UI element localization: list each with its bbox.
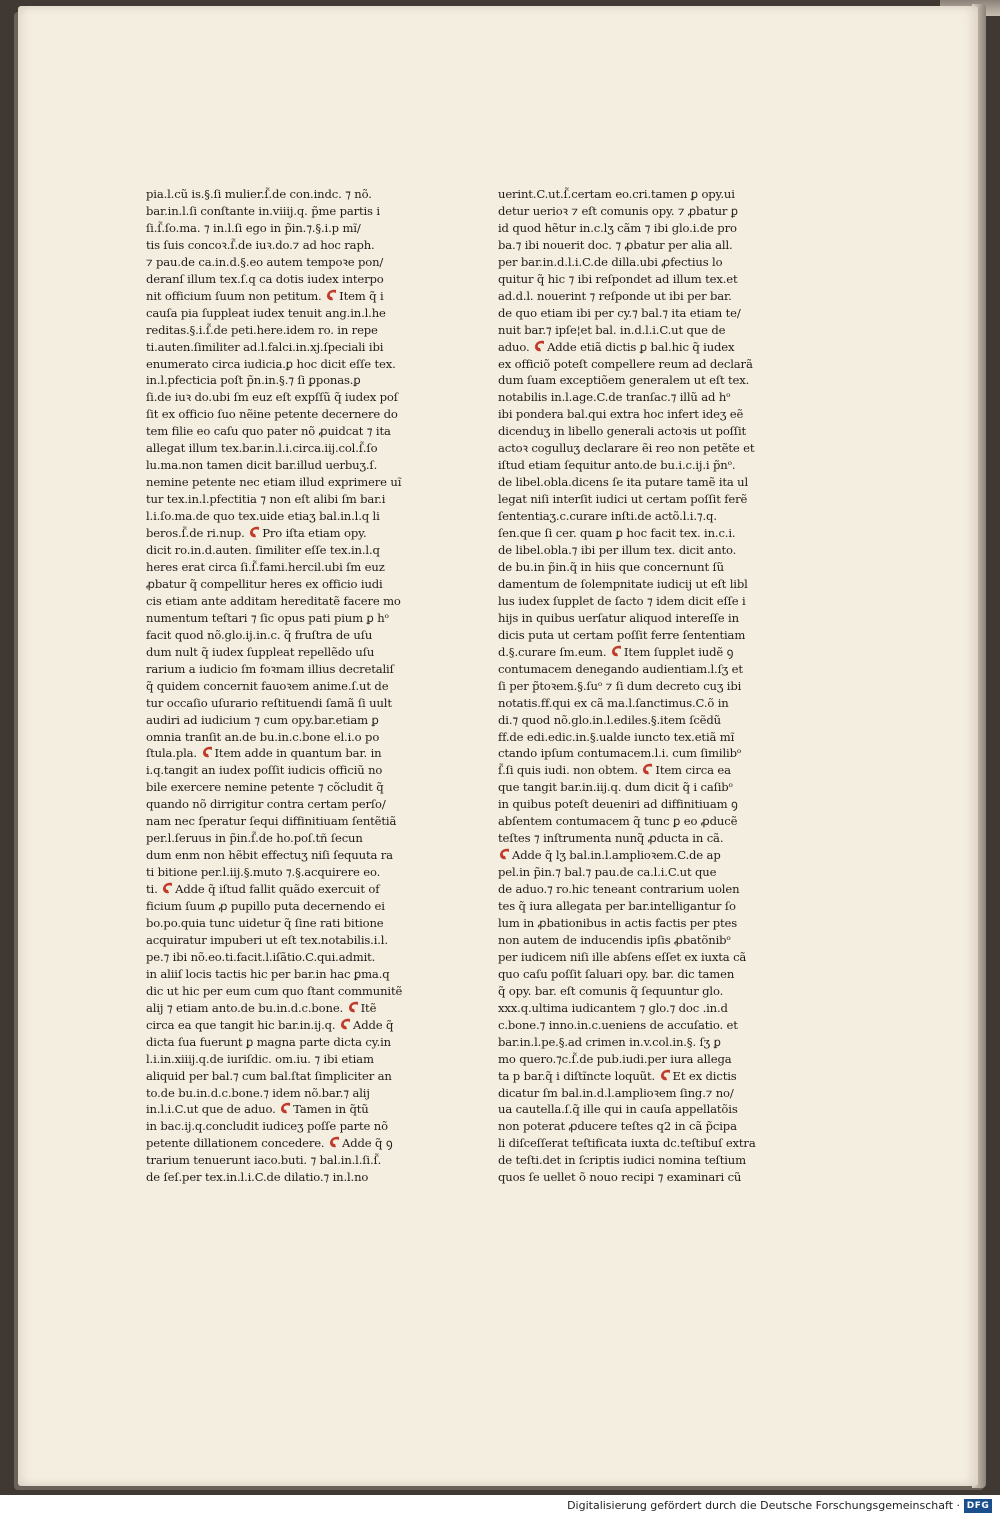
text-line: ſ̃.ſi quis iudi. non obtem. Item circa ea bbox=[498, 763, 731, 778]
text-line: pe.⁊ ibi nõ.eo.ti.facit.l.iſãtio.C.qui.admit. bbox=[146, 949, 376, 964]
text-line: per bar.in.d.l.i.C.de dilla.ubi ꝓfectius lo bbox=[498, 254, 723, 269]
rubric-paragraph-mark-icon bbox=[659, 1068, 673, 1082]
text-line: dum nult q̃ iudex ſuppleat repellẽdo uſu bbox=[146, 644, 375, 659]
rubric-paragraph-mark-icon bbox=[498, 847, 512, 861]
text-line: ꝓbatur q̃ compellitur heres ex officio iudi bbox=[146, 576, 383, 591]
text-line: de bu.in p̃in.q̃ in hiis que concernunt ſũ bbox=[498, 559, 724, 574]
text-line: uerint.C.ut.ſ̃.certam eo.cri.tamen ꝑ opy.ui bbox=[498, 187, 735, 201]
text-line: nam nec ſperatur ſequi diffinitiuam ſentẽtiã bbox=[146, 814, 397, 829]
text-line: li diſceſſerat teſtificata iuxta dc.teſtibuſ extra bbox=[498, 1136, 756, 1151]
text-line: bile exercere nemine petente ⁊ cõcludit q̃ bbox=[146, 780, 384, 795]
text-line: omnia tranſit an.de bu.in.c.bone el.i.o po bbox=[146, 729, 380, 744]
text-line: ti.auten.ſimiliter ad.l.falci.in.xj.ſpeciali ibi bbox=[146, 339, 384, 354]
text-line: lum in ꝓbationibus in actis factis per ptes bbox=[498, 915, 737, 930]
text-line: pel.in p̃in.⁊ bal.⁊ pau.de ca.l.i.C.ut que bbox=[498, 865, 717, 880]
text-line: nuit bar.⁊ ipſe¦et bal. in.d.l.i.C.ut que de bbox=[498, 322, 726, 337]
text-line: dum ſuam exceptiõem generalem ut eſt tex. bbox=[498, 373, 750, 388]
text-line: in bac.ij.q.concludit iudiceʒ poſſe parte nõ bbox=[146, 1119, 388, 1134]
text-line: d.§.curare ſm.eum. Item ſupplet iudẽ ꝯ bbox=[498, 644, 734, 659]
text-line: de quo etiam ibi per cy.⁊ bal.⁊ ita etiam te/ bbox=[498, 305, 741, 320]
text-line: trarium tenuerunt iaco.buti. ⁊ bal.in.l.ſi.ſ̃. bbox=[146, 1153, 382, 1168]
text-line: ba.⁊ ibi nouerit doc. ⁊ ꝓbatur per alia all. bbox=[498, 237, 733, 252]
text-line: allegat illum tex.bar.in.l.i.circa.iij.col.ſ̃.ſo bbox=[146, 441, 378, 456]
text-line: lu.ma.non tamen dicit bar.illud uerbuʒ.ſ. bbox=[146, 458, 378, 473]
rubric-paragraph-mark-icon bbox=[610, 644, 624, 658]
footer-credit-text: Digitalisierung gefördert durch die Deutsche Forschungsgemeinschaft · bbox=[567, 1499, 960, 1512]
text-line: teſtes ⁊ inſtrumenta nunq̃ ꝓducta in cã. bbox=[498, 831, 724, 846]
text-line: id quod hẽtur in.c.lʒ cãm ⁊ ibi glo.i.de pro bbox=[498, 220, 737, 235]
right-text-column bbox=[498, 186, 756, 1186]
text-line: in.l.pfecticia poſt p̃n.in.§.⁊ ſi ꝑponas.ꝑ bbox=[146, 373, 361, 388]
text-line: quando nõ dirrigitur contra certam perſo/ bbox=[146, 797, 386, 812]
text-line: acquiratur impuberi ut eſt tex.notabilis.i.l. bbox=[146, 932, 388, 947]
text-line: deranſ illum tex.ſ.q ca dotis iudex interpo bbox=[146, 271, 384, 286]
text-line: de ſeſ.per tex.in.l.i.C.de dilatio.⁊ in.l.no bbox=[146, 1170, 369, 1185]
text-line: rarium a iudicio ſm foꝛmam illius decretaliſ bbox=[146, 661, 394, 676]
text-line: dic ut hic per eum cum quo ſtant communitẽ bbox=[146, 983, 403, 998]
text-line: Adde q̃ lʒ bal.in.l.amplioꝛem.C.de ap bbox=[498, 847, 740, 864]
text-line: reditas.§.i.ſ̃.de peti.here.idem ro. in repe bbox=[146, 322, 378, 337]
text-line: l.i.ſo.ma.de quo tex.uide etiaʒ bal.in.l.q li bbox=[146, 509, 380, 524]
text-line: bo.po.quia tunc uidetur q̃ ſine rati bitione bbox=[146, 915, 384, 930]
rubric-paragraph-mark-icon bbox=[328, 1135, 342, 1149]
text-line: tur occaſio uſurario reſtituendi ſamã ſi uult bbox=[146, 695, 392, 710]
text-line: in.l.i.C.ut que de aduo. Tamen in q̃tũ bbox=[146, 1102, 369, 1117]
text-line: numentum teſtari ⁊ ſic opus pati pium ꝑ hᵒ bbox=[146, 610, 389, 625]
rubric-paragraph-mark-icon bbox=[201, 745, 215, 759]
text-line: ti bitione per.l.iij.§.muto ⁊.§.acquirere eo. bbox=[146, 865, 381, 880]
text-line: quos ſe uellet õ nouo recipi ⁊ examinari cũ bbox=[498, 1170, 742, 1185]
text-line: non autem de inducendis ipſis ꝓbatõnibᵒ bbox=[498, 932, 731, 947]
text-line: tis ſuis concoꝛ.ſ̃.de iuꝛ.do.⁊ ad hoc raph. bbox=[146, 237, 375, 252]
text-line: alij ⁊ etiam anto.de bu.in.d.c.bone. Itẽ bbox=[146, 1000, 377, 1015]
text-line: notatis.ff.qui ex cã ma.l.ſanctimus.C.õ in bbox=[498, 695, 729, 710]
text-line: in quibus poteſt deueniri ad diffinitiuam ꝯ bbox=[498, 797, 738, 812]
text-line: circa ea que tangit hic bar.in.ij.q. Adde q̃ bbox=[146, 1017, 394, 1032]
text-line: ſit ex officio ſuo nẽine petente decernere do bbox=[146, 407, 398, 422]
text-line: legat niſi interſit iudici ut certam poſſit ferẽ bbox=[498, 492, 748, 507]
text-line: beros.ſ̃.de ri.nup. Pro iſta etiam opy. bbox=[146, 526, 367, 541]
text-line: que tangit bar.in.iij.q. dum dicit q̃ i caſibᵒ bbox=[498, 780, 733, 795]
text-line: per.l.ſeruus in p̃in.ſ̃.de ho.poſ.tñ ſecun bbox=[146, 831, 363, 846]
text-line: ficium ſuum ꝓ pupillo puta decernendo ei bbox=[146, 899, 385, 914]
text-line: q̃ opy. bar. eſt comunis q̃ ſequuntur glo. bbox=[498, 983, 724, 998]
text-line: heres erat circa ſi.ſ̃.fami.hercil.ubi ſm euz bbox=[146, 559, 385, 574]
rubric-paragraph-mark-icon bbox=[248, 525, 262, 539]
dfg-logo: DFG bbox=[964, 1499, 992, 1513]
text-line: mo quero.⁊c.ſ̃.de pub.iudi.per iura allega bbox=[498, 1051, 732, 1066]
text-line: pia.l.cũ is.§.ſi mulier.ſ̃.de con.indc. ⁊ nõ. bbox=[146, 187, 372, 201]
text-line: cauſa pia ſuppleat iudex tenuit ang.in.l.he bbox=[146, 305, 386, 320]
rubric-paragraph-mark-icon bbox=[325, 288, 339, 302]
text-line: ibi pondera bal.qui extra hoc infert ideʒ eẽ bbox=[498, 407, 744, 422]
text-line: c.bone.⁊ inno.in.c.ueniens de accuſatio. et bbox=[498, 1017, 738, 1032]
text-line: q̃ quidem concernit fauoꝛem anime.ſ.ut de bbox=[146, 678, 389, 693]
text-line: de teſti.det in ſcriptis iudici nomina teſtium bbox=[498, 1153, 746, 1168]
text-line: dicenduʒ in libello generali actoꝛis ut poſſit bbox=[498, 424, 747, 439]
text-line: bar.in.l.pe.§.ad crimen in.v.col.in.§. ſʒ ꝑ bbox=[498, 1034, 721, 1049]
text-line: notabilis in.l.age.C.de tranſac.⁊ illũ ad hᵒ bbox=[498, 390, 731, 405]
text-line: per iudicem niſi ille abſens eſſet ex iuxta cã bbox=[498, 949, 747, 964]
text-line: ſtula.pla. Item adde in quantum bar. in bbox=[146, 746, 382, 761]
text-line: ſi.de iuꝛ do.ubi ſm euz eſt expſſũ q̃ iudex poſ bbox=[146, 390, 398, 405]
text-line: nit officium ſuum non petitum. Item q̃ i bbox=[146, 288, 384, 303]
text-line: lus iudex ſupplet de ſacto ⁊ idem dicit eſſe i bbox=[498, 593, 746, 608]
text-line: ctando ipſum contumacem.l.i. cum ſimilibᵒ bbox=[498, 746, 742, 761]
text-line: ſi per p̃toꝛem.§.ſuᵒ ⁊ ſi dum decreto cuʒ ibi bbox=[498, 678, 742, 693]
text-line: ex officiõ poteſt compellere reum ad declarã bbox=[498, 356, 753, 371]
text-line: xxx.q.ultima iudicantem ⁊ glo.⁊ doc .in.d bbox=[498, 1000, 728, 1015]
text-line: aduo. Adde etiã dictis ꝑ bal.hic q̃ iudex bbox=[498, 339, 735, 354]
text-line: audiri ad iudicium ⁊ cum opy.bar.etiam ꝑ bbox=[146, 712, 379, 727]
text-line: quo caſu poſſit ſaluari opy. bar. dic tamen bbox=[498, 966, 735, 981]
text-line: dicatur ſm bal.in.d.l.amplioꝛem ſing.⁊ no/ bbox=[498, 1085, 734, 1100]
text-line: ſen.que ſi cer. quam ꝑ hoc facit tex. in.c.i. bbox=[498, 526, 736, 541]
text-line: dicis puta ut certam poſſit ferre ſententiam bbox=[498, 627, 746, 642]
text-line: ſi.ſ̃.ſo.ma. ⁊ in.l.ſi ego in p̃in.⁊.§.i.p mĩ/ bbox=[146, 220, 361, 235]
rubric-paragraph-mark-icon bbox=[339, 1017, 353, 1031]
text-line: cis etiam ante additam hereditatẽ facere mo bbox=[146, 593, 401, 608]
rubric-paragraph-mark-icon bbox=[347, 1000, 361, 1014]
text-line: dum enm non hẽbit effectuʒ niſi ſequuta ra bbox=[146, 848, 393, 863]
text-line: contumacem denegando audientiam.l.ſʒ et bbox=[498, 661, 743, 676]
text-line: ff.de edi.edic.in.§.ualde iuncto tex.etiã mĩ bbox=[498, 729, 735, 744]
text-line: dicta ſua fuerunt ꝑ magna parte dicta cy.in bbox=[146, 1034, 391, 1049]
text-line: detur uerioꝛ ⁊ eſt comunis opy. ⁊ ꝓbatur ꝑ bbox=[498, 203, 738, 218]
text-line: petente dillationem concedere. Adde q̃ ꝯ bbox=[146, 1136, 393, 1151]
text-line: bar.in.l.ſi conſtante in.viiij.q. p̃me partis i bbox=[146, 203, 380, 218]
text-line: l.i.in.xiiij.q.de iuriſdic. om.iu. ⁊ ibi etiam bbox=[146, 1051, 374, 1066]
text-line: ti. Adde q̃ iſtud fallit quãdo exercuit of bbox=[146, 882, 380, 897]
text-line: ſententiaʒ.c.curare inſti.de actõ.l.i.⁊.q. bbox=[498, 509, 717, 524]
text-line: de libel.obla.dicens ſe ita putare tamẽ ita ul bbox=[498, 475, 749, 490]
text-line: abſentem contumacem q̃ tunc ꝑ eo ꝓducẽ bbox=[498, 814, 738, 829]
rubric-paragraph-mark-icon bbox=[279, 1101, 293, 1115]
text-line: damentum de ſolempnitate iudicij ut eſt libl bbox=[498, 576, 748, 591]
text-line: to.de bu.in.d.c.bone.⁊ idem nõ.bar.⁊ alij bbox=[146, 1085, 370, 1100]
text-line: de aduo.⁊ ro.hic teneant contrarium uolen bbox=[498, 882, 740, 897]
rubric-paragraph-mark-icon bbox=[161, 881, 175, 895]
text-line: tem filie eo caſu quo pater nõ ꝓuidcat ⁊ ita bbox=[146, 424, 391, 439]
text-line: quitur q̃ hic ⁊ ibi reſpondet ad illum tex.et bbox=[498, 271, 738, 286]
text-line: actoꝛ cogulluʒ declarare ẽi reo non petẽte et bbox=[498, 441, 755, 456]
text-line: ad.d.l. nouerint ⁊ reſponde ut ibi per bar. bbox=[498, 288, 732, 303]
text-line: tur tex.in.l.pfectitia ⁊ non eſt alibi ſm bar.i bbox=[146, 492, 386, 507]
text-line: de libel.obla.⁊ ibi per illum tex. dicit anto. bbox=[498, 543, 737, 558]
text-line: in aliiſ locis tactis hic per bar.in hac ꝑma.q bbox=[146, 966, 390, 981]
rubric-paragraph-mark-icon bbox=[533, 339, 547, 353]
text-line: hijs in quibus uerſatur aliquod intereſſe in bbox=[498, 610, 739, 625]
text-line: aliquid per bal.⁊ cum bal.ſtat ſimpliciter an bbox=[146, 1068, 392, 1083]
text-line: iſtud etiam ſequitur anto.de bu.i.c.ij.i p̃nᵒ. bbox=[498, 458, 736, 473]
text-line: dicit ro.in.d.auten. ſimiliter eſſe tex.in.l.q bbox=[146, 543, 380, 558]
rubric-paragraph-mark-icon bbox=[641, 762, 655, 776]
text-line: ua cautella.ſ.q̃ ille qui in cauſa appellatõis bbox=[498, 1102, 738, 1117]
text-line: enumerato circa iudicia.ꝑ hoc dicit eſſe tex. bbox=[146, 356, 396, 371]
text-line: facit quod nõ.glo.ij.in.c. q̃ fruſtra de uſu bbox=[146, 627, 373, 642]
text-line: non poterat ꝓducere teſtes q2 in cã p̃cipa bbox=[498, 1119, 737, 1134]
text-line: tes q̃ iura allegata per bar.intelligantur ſo bbox=[498, 899, 736, 914]
text-line: nemine petente nec etiam illud exprimere uĩ bbox=[146, 475, 402, 490]
text-line: i.q.tangit an iudex poſſit iudicis officiũ no bbox=[146, 763, 383, 778]
text-line: ta p bar.q̃ i diſtĩncte loquũt. Et ex dictis bbox=[498, 1068, 737, 1083]
left-text-column bbox=[146, 186, 403, 1186]
text-line: ⁊ pau.de ca.in.d.§.eo autem tempoꝛe pon/ bbox=[146, 254, 384, 269]
text-line: di.⁊ quod nõ.glo.in.l.ediles.§.item ſcẽdũ bbox=[498, 712, 721, 727]
